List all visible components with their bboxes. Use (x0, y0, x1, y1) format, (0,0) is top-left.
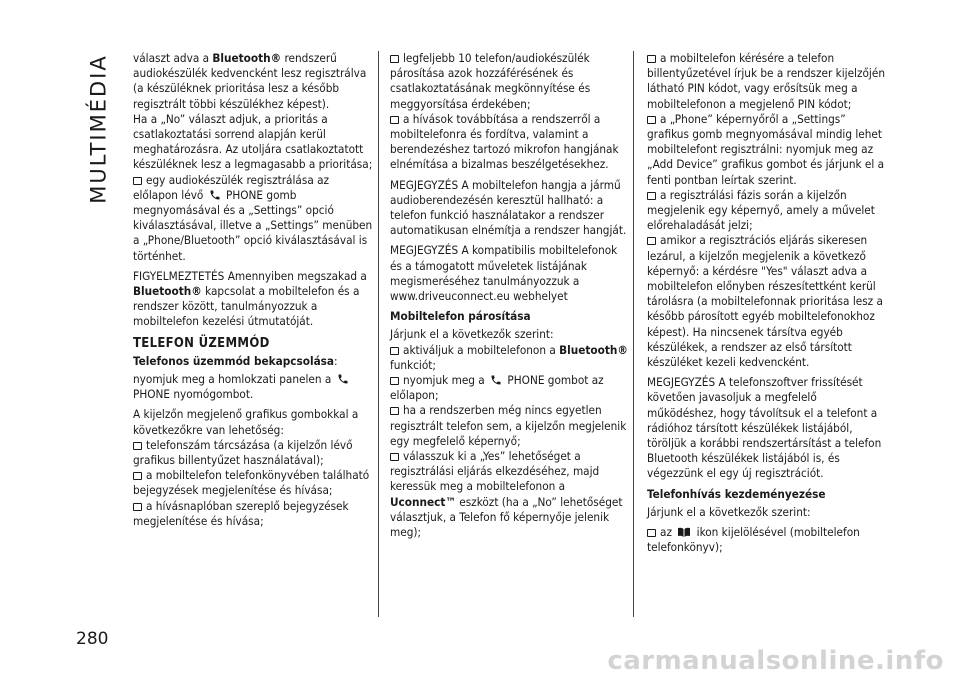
bullet-item: a hívások továbbítása a rendszerről a mobiltelefonra és fordítva, valamint a berendezéshez tartozó mikrofon hangjának elnémítása a bizalmas beszélgetésekhez. (390, 111, 619, 172)
bullet-icon (133, 177, 142, 185)
paragraph: választ adva a Bluetooth® rendszerű audiokészülék kedvencként lesz regisztrálva (a készüléknek prioritása lesz a később regisztrált többi készülékhez képest). (133, 51, 367, 111)
bullet-icon (647, 529, 656, 537)
phonebook-icon (677, 526, 691, 538)
paragraph: Járjunk el a következők szerint: (647, 504, 811, 519)
bullet-item: a „Phone” képernyőről a „Settings” grafikus gomb megnyomásával mindig lehet mobiltelefont regisztrálni: nyomjuk meg az „Add Device” grafikus gombot és járjunk el a fenti pontban leírtak szerint. (647, 111, 885, 187)
bullet-icon (647, 192, 656, 200)
bullet-icon (647, 55, 656, 63)
bullet-item: telefonszám tárcsázása (a kijelzőn lévő grafikus billentyűzet használatával); (133, 437, 353, 468)
note: MEGJEGYZÉS A kompatibilis mobiltelefonok és a támogatott műveletek listájának megismeréséhez tanulmányozzuk a www.driveuconnect.eu webhelyet (390, 243, 618, 304)
bullet-item: a hívásnaplóban szereplő bejegyzések megjelenítése és hívása; (133, 498, 349, 528)
bullet-item: a mobiltelefon telefonkönyvében található bejegyzések megjelenítése és hívása; (133, 468, 370, 498)
bullet-icon (390, 407, 399, 415)
note: FIGYELMEZTETÉS Amennyiben megszakad a Bluetooth® kapcsolat a mobiltelefon és a rendszer között, tanulmányozzuk a mobiltelefon kezelési útmutatóját. (133, 268, 367, 329)
bullet-icon (390, 55, 399, 63)
bullet-item: válasszuk ki a „Yes” lehetőséget a regisztrálási eljárás elkezdéséhez, majd keressük meg a mobiltelefonon a Uconnect™ eszközt (ha a „No” lehetőséget választjuk, a Telefon fő képernyője jelenik meg); (390, 449, 623, 540)
note: MEGJEGYZÉS A telefonszoftver frissítését követően javasoljuk a megfelelő működéshez, hogy távolítsuk el a telefont a rádióhoz társított készülékek listájából, töröljük a korábbi rendszertársítást a telefon Bluetooth készülékek listájából is, és végezzünk el egy új regisztrációt. (647, 375, 882, 481)
bullet-icon (647, 237, 656, 245)
paragraph: A kijelzőn megjelenő grafikus gombokkal a következőkre van lehetőség: (133, 407, 359, 437)
bullet-icon (390, 453, 399, 461)
bullet-item: amikor a regisztrációs eljárás sikeresen lezárul, a kijelzőn megjelenik a következő képernyő: a kérdésre "Yes" választ adva a mobiltelefon előnyben részesítettként kerül tárolásra (a mobiltelefonnak prioritása lesz a később párosított egyéb mobiltelefonokhoz képest). Ha nincsenek társítva egyéb készülékek, a rendszer az első társított készüléket kezeli kedvencként. (647, 233, 883, 370)
paragraph: nyomjuk meg a homlokzati panelen a PHONE nyomógombot. (133, 372, 373, 402)
bullet-icon (133, 472, 142, 480)
bullet-item: aktiváljuk a mobiltelefonon a Bluetooth® funkciót; (390, 342, 628, 372)
paragraph: Ha a „No” választ adjuk, a prioritás a csatlakoztatási sorrend alapján kerül meghatározásra. Az utoljára csatlakoztatott készüléknek lesz a legmagasabb a prioritása; (133, 111, 373, 172)
bullet-item: a regisztrálási fázis során a kijelzőn megjelenik egy képernyő, amely a művelet előrehaladását jelzi; (647, 187, 875, 233)
bullet-item: a mobiltelefon kérésére a telefon billentyűzetével írjuk be a rendszer kijelzőjén látható PIN kódot, vagy erősítsük meg a mobiltelefonon a megjelenő PIN kódot; (647, 51, 885, 111)
paragraph: Járjunk el a következők szerint: (390, 327, 554, 342)
phone-icon (337, 373, 349, 385)
bullet-item: legfeljebb 10 telefon/audiokészülék párosítása azok hozzáférésének és csatlakoztatásának megkönnyítése és meggyorsítása érdekében; (390, 51, 591, 111)
bullet-icon (390, 377, 399, 385)
bullet-icon (390, 347, 399, 355)
column-2 (390, 51, 630, 540)
bullet-icon (133, 503, 142, 511)
phone-icon (209, 189, 221, 201)
bullet-item: ha a rendszerben még nincs egyetlen regisztrált telefon sem, a kijelzőn megjelenik egy megfelelő képernyő; (390, 403, 627, 448)
column-1 (133, 51, 373, 529)
bullet-item: nyomjuk meg a PHONE gombot az előlapon; (390, 373, 604, 403)
bullet-icon (390, 116, 399, 124)
bullet-icon (133, 442, 142, 450)
section-heading: TELEFON ÜZEMMÓD (133, 335, 270, 351)
column-divider (378, 51, 379, 617)
bullet-icon (647, 116, 656, 124)
watermark: carmanualsonline.info (607, 646, 944, 676)
column-3 (647, 51, 887, 556)
subheading: Mobiltelefon párosítása (390, 309, 531, 324)
bullet-item: az ikon kijelölésével (mobiltelefon telefonkönyv); (647, 525, 860, 555)
note: MEGJEGYZÉS A mobiltelefon hangja a jármű audioberendezésén keresztül hallható: a telefon funkció használatakor a rendszer automatikusan elnémítja a rendszer hangját. (390, 177, 627, 238)
section-title: MULTIMÉDIA (87, 53, 111, 204)
column-divider (633, 51, 634, 617)
page-number: 280 (76, 629, 109, 649)
subheading: Telefonos üzemmód bekapcsolása: (133, 353, 338, 368)
subheading: Telefonhívás kezdeményezése (647, 486, 826, 501)
phone-icon (490, 374, 502, 386)
bullet-item: egy audiokészülék regisztrálása az előlapon lévő PHONE gomb megnyomásával és a „Settings” opció kiválasztásával, illetve a „Settings” menüben a „Phone/Bluetooth” opció kiválasztásával is történhet. (133, 172, 373, 263)
